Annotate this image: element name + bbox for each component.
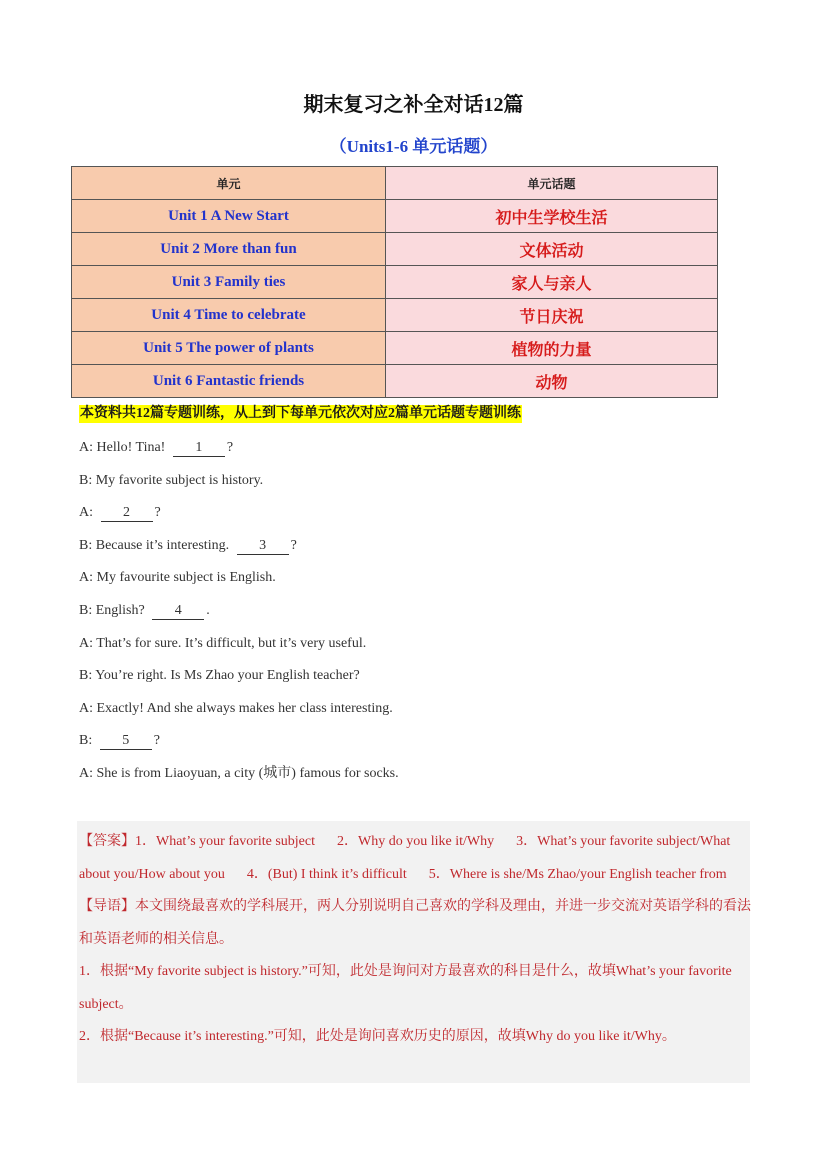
dialog-text: . — [206, 602, 210, 618]
table-row — [72, 233, 718, 266]
dialog-text: B: Because it’s interesting. — [79, 537, 233, 553]
table-row — [72, 266, 718, 299]
dialog-line — [79, 601, 759, 634]
dialog-line — [79, 764, 759, 797]
topic-cell: 文体活动 — [386, 233, 718, 266]
dialog-text: A: Hello! Tina! — [79, 440, 169, 455]
dialog-line — [79, 568, 759, 601]
header-unit: 单元 — [72, 167, 386, 200]
dialog-line — [79, 536, 759, 569]
highlight-note: 本资料共12篇专题训练，从上到下每单元依次对应2篇单元话题专题训练 — [80, 406, 521, 421]
unit-cell: Unit 3 Family ties — [72, 266, 386, 299]
table-row — [72, 332, 718, 365]
table-row — [72, 365, 718, 398]
dialog-text: B: You’re right. Is Ms Zhao your English teacher? — [79, 668, 360, 684]
answer-item: 5．Where is she/Ms Zhao/your English teacher from — [428, 866, 727, 882]
header-topic: 单元话题 — [386, 167, 718, 200]
dialog — [79, 438, 759, 797]
dialog-line — [79, 731, 759, 764]
explanation-item: 1．根据“My favorite subject is history.”可知，此处是询问对方最喜欢的科目是什么，故填What’s your favorite subject。 — [79, 964, 732, 1012]
table-row — [72, 200, 718, 233]
dialog-text: ? — [290, 537, 297, 553]
dialog-line — [79, 666, 759, 699]
unit-cell: Unit 4 Time to celebrate — [72, 299, 386, 332]
answer-item: 2．Why do you like it/Why — [337, 834, 495, 849]
topic-cell: 家人与亲人 — [386, 266, 718, 299]
guide-text: 本文围绕最喜欢的学科展开，两人分别说明自己喜欢的学科及理由，并进一步交流对英语学科的看法和英语老师的相关信息。 — [79, 899, 751, 947]
unit-cell: Unit 6 Fantastic friends — [72, 365, 386, 398]
topic-cell: 动物 — [386, 365, 718, 398]
topic-cell: 植物的力量 — [386, 332, 718, 365]
unit-cell: Unit 2 More than fun — [72, 233, 386, 266]
dialog-text: ? — [153, 733, 160, 749]
answer-block — [79, 826, 751, 891]
dialog-line — [79, 699, 759, 732]
dialog-text: ? — [226, 440, 234, 455]
table-row — [72, 299, 718, 332]
dialog-text: A: My favourite subject is English. — [79, 570, 276, 586]
answer-blank[interactable]: 3 — [237, 538, 289, 555]
answer-item: 4．(But) I think it’s difficult — [246, 866, 407, 882]
dialog-text: ? — [154, 505, 161, 521]
answer-blank[interactable]: 4 — [152, 603, 204, 620]
dialog-line — [79, 634, 759, 667]
guide-tag: 【导语】 — [79, 899, 135, 914]
dialog-line — [79, 438, 759, 471]
answer-item: 3．What’s your favorite subject/What about you/How about you — [79, 834, 731, 882]
dialog-text: A: She is from Liaoyuan, a city (城市) famous for socks. — [79, 765, 399, 781]
explanation-item: 2．根据“Because it’s interesting.”可知，此处是询问喜欢历史的原因，故填Why do you like it/Why。 — [79, 1029, 676, 1044]
answer-blank[interactable]: 1 — [173, 440, 225, 457]
page-title: 期末复习之补全对话12篇 — [303, 94, 524, 116]
topic-cell: 节日庆祝 — [386, 299, 718, 332]
topic-cell: 初中生学校生活 — [386, 200, 718, 233]
table-header-row — [72, 167, 718, 200]
dialog-text: A: That’s for sure. It’s difficult, but it’s very useful. — [79, 635, 367, 651]
answer-blank[interactable]: 5 — [100, 733, 152, 750]
answer-blank[interactable]: 2 — [101, 505, 153, 522]
page-subtitle: （Units1-6 单元话题） — [329, 137, 498, 156]
dialog-text: A: Exactly! And she always makes her class interesting. — [79, 700, 393, 716]
unit-cell: Unit 1 A New Start — [72, 200, 386, 233]
dialog-text: B: English? — [79, 602, 149, 618]
dialog-text: B: My favorite subject is history. — [79, 472, 264, 488]
unit-topic-table — [71, 166, 718, 398]
unit-cell: Unit 5 The power of plants — [72, 332, 386, 365]
dialog-line — [79, 471, 759, 504]
dialog-text: A: — [79, 505, 97, 521]
dialog-line — [79, 503, 759, 536]
answer-tag: 【答案】 — [79, 834, 135, 849]
answer-item: 1．What’s your favorite subject — [135, 834, 316, 849]
guide-block — [79, 891, 751, 956]
dialog-text: B: — [79, 733, 96, 749]
answer-section — [79, 826, 751, 1054]
